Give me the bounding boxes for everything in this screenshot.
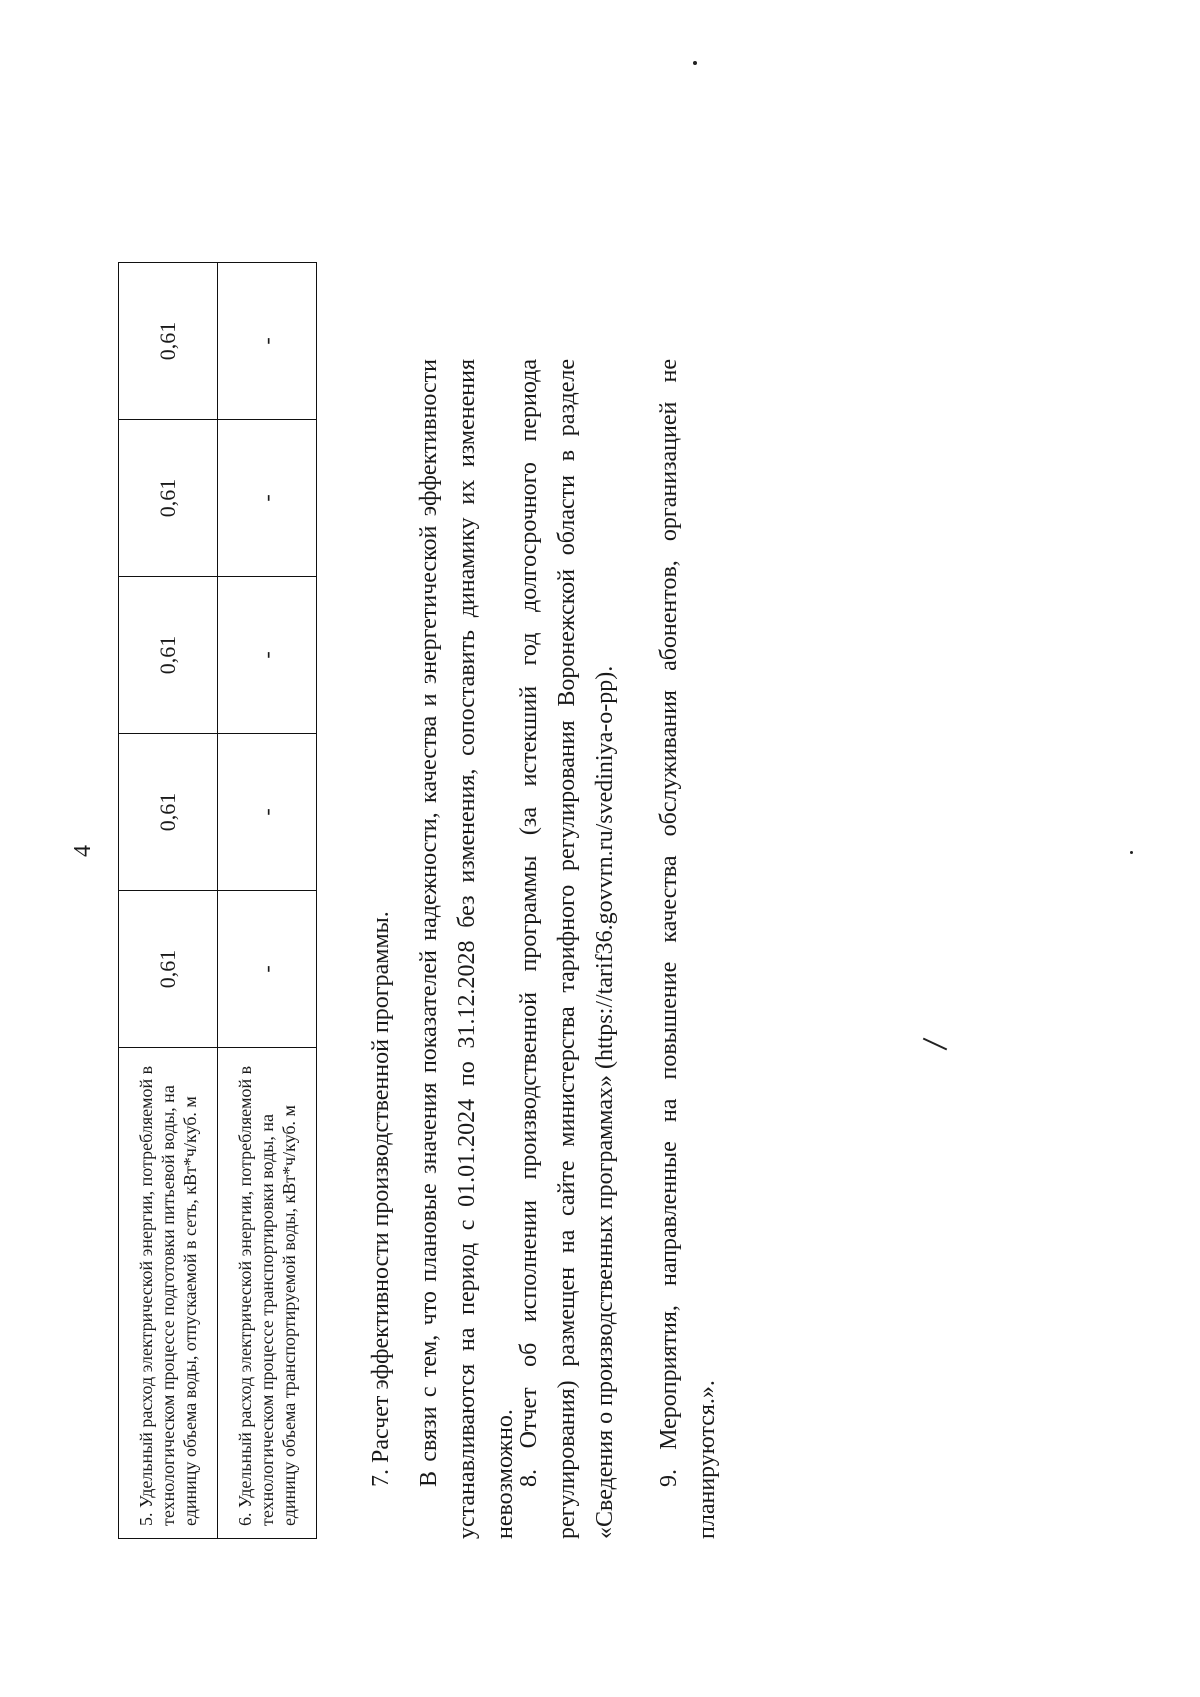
section-9-paragraph: 9. Мероприятия, направленные на повышение качества обслуживания абонентов, организацией не планируются.». (656, 359, 720, 1539)
indicator-value: 0,61 (119, 891, 218, 1048)
indicator-description: 5. Удельный расход электрической энергии, потребляемой в технологическом процессе подготовки питьевой воды, на единицу объема воды, отпускаемой в сеть, кВт*ч/куб. м (119, 1048, 218, 1539)
indicator-value: 0,61 (119, 577, 218, 734)
scan-pen-stroke (923, 1038, 947, 1051)
indicator-value: - (218, 734, 317, 891)
table-row (119, 263, 218, 1539)
page-number: 4 (70, 845, 96, 857)
section-8-paragraph: 8. Отчет об исполнении производственной программы (за истекший год долгосрочного периода регулирования) размещен на сайте министерства тарифного регулирования Воронежской области в разделе «Сведения о производственных программах» (https://tarif36.govvrn.ru/svediniya-o-pp). (516, 359, 618, 1539)
indicator-value: - (218, 420, 317, 577)
indicator-value: 0,61 (119, 734, 218, 891)
indicators-table (118, 262, 317, 1539)
scan-speck (1130, 851, 1133, 854)
section-7-heading (362, 359, 400, 1539)
indicator-value: - (218, 577, 317, 734)
section-7-text: 7. Расчет эффективности производственной программы. (368, 911, 394, 1487)
indicator-description: 6. Удельный расход электрической энергии, потребляемой в технологическом процессе транспортировки воды, на единицу объема транспортируемой воды, кВт*ч/куб. м (218, 1048, 317, 1539)
indicator-value: - (218, 263, 317, 420)
scan-speck (693, 61, 697, 65)
indicator-value: 0,61 (119, 263, 218, 420)
indicator-value: 0,61 (119, 420, 218, 577)
section-7-note: В связи с тем, что плановые значения показателей надежности, качества и энергетической эффективности устанавливаются на период с 01.01.2024 по 31.12.2028 без изменения, сопоставить динамику их изменения невозможно. (416, 359, 518, 1539)
table-row (218, 263, 317, 1539)
indicator-value: - (218, 891, 317, 1048)
